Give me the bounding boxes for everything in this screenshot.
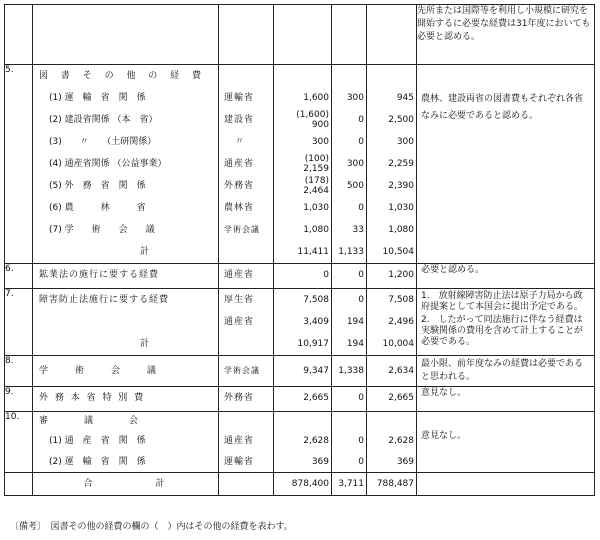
- section-row-9: [5, 387, 595, 412]
- section-note: 意見なし。: [421, 388, 467, 398]
- section-number: 8.: [5, 356, 33, 387]
- agency-name: 外務省: [224, 181, 255, 191]
- amount-b: 0: [358, 115, 364, 125]
- subtotal-b: 194: [346, 339, 364, 349]
- agency-name: 運輸省: [224, 457, 255, 467]
- agency-name: 厚生省: [224, 295, 255, 305]
- amount-a: 2,159: [303, 164, 329, 174]
- amount-a: 3,409: [303, 317, 329, 327]
- amount-c: 1,080: [388, 225, 414, 235]
- budget-document: [4, 4, 595, 496]
- agency-name: 通産省: [224, 436, 255, 446]
- amount-a: 1,030: [303, 203, 329, 213]
- section-number: 6.: [5, 264, 33, 289]
- section-title: 障害防止法施行に要する経費: [39, 295, 170, 305]
- amount-b: 0: [358, 457, 364, 467]
- note-column: [417, 65, 595, 264]
- amount-a-other: (1,600): [296, 110, 329, 120]
- section-title: 審 議 会: [39, 416, 139, 426]
- grand-total-label: 合 計: [83, 479, 168, 489]
- amount-b: 0: [358, 137, 364, 147]
- section-note: 必要と認める。: [421, 265, 485, 275]
- section-title: 学 術 会 議: [39, 366, 157, 376]
- section-title: 外 務 本 省 特 別 費: [39, 393, 146, 403]
- agency-name: 建設省: [224, 115, 255, 125]
- agency-name: 農林省: [224, 203, 255, 213]
- amount-c: 300: [396, 137, 414, 147]
- amount-a: 2,665: [303, 393, 329, 403]
- amount-b: 0: [358, 270, 364, 280]
- agency-name: 学術会議: [224, 366, 260, 375]
- amount-c: 2,628: [388, 436, 414, 446]
- amount-a: 1,600: [303, 93, 329, 103]
- amount-b: 300: [346, 93, 364, 103]
- section-number: 5.: [5, 65, 33, 264]
- amount-b: 0: [358, 295, 364, 305]
- amount-c-column: [367, 65, 417, 264]
- agency-name: 学術会議: [224, 225, 260, 234]
- item-label: (7) 学 術 会 議: [49, 225, 155, 235]
- section-note: 2. したがって同法施行に伴なう経費は実験関係の費用を含めて計上することが必要である。: [421, 315, 584, 347]
- amount-c: 1,030: [388, 203, 414, 213]
- agency-name: 通産省: [224, 317, 255, 327]
- amount-c: 2,259: [388, 159, 414, 169]
- amount-a-stack: [274, 109, 331, 131]
- amount-b: 500: [346, 181, 364, 191]
- subtotal-b: 1,133: [338, 247, 364, 257]
- amount-a-other: (178): [304, 176, 329, 186]
- header-note: 先所または国際等を利用し小規模に研究を開始するに必要な経費は31年度においても必要と認める。: [417, 5, 595, 65]
- amount-c: 7,508: [388, 295, 414, 305]
- grand-total-b: 3,711: [338, 479, 364, 489]
- section-note: 最小限、前年度なみの経費は必要であると思われる。: [421, 359, 584, 382]
- agency-name: 外務省: [224, 393, 255, 403]
- amount-a-column: [274, 65, 332, 264]
- amount-c: 2,665: [388, 393, 414, 403]
- amount-b: 33: [352, 225, 364, 235]
- amount-b-column: [332, 65, 367, 264]
- amount-c: 1,200: [388, 270, 414, 280]
- amount-c: 945: [396, 93, 414, 103]
- amount-a: 1,080: [303, 225, 329, 235]
- amount-a-other: (100): [304, 154, 329, 164]
- section-title: 図 書 そ の 他 の 経 費: [39, 71, 207, 81]
- amount-b: 0: [358, 203, 364, 213]
- section-note: 農林、建設両省の図書費もそれぞれ各省なみに必要であると認める。: [421, 94, 584, 121]
- agency-column: [219, 65, 274, 264]
- amount-c: 2,500: [388, 115, 414, 125]
- amount-a: 900: [311, 120, 329, 130]
- grand-total-a: 878,400: [291, 479, 329, 489]
- section-row-7: [5, 289, 595, 356]
- amount-a: 0: [323, 270, 329, 280]
- agency-name: 通産省: [224, 159, 255, 169]
- grand-total-c: 788,487: [376, 479, 414, 489]
- item-label: (4) 通産省関係 （公益事業）: [49, 159, 167, 169]
- budget-table: [4, 4, 595, 496]
- section-note: 1. 放射線障害防止法は原子力局から政府提案として本国会に提出予定である。: [421, 291, 584, 312]
- section-row-8: [5, 356, 595, 387]
- subtotal-c: 10,004: [382, 339, 414, 349]
- section-row-10: [5, 412, 595, 473]
- amount-a-stack: [274, 153, 331, 175]
- amount-c: 2,496: [388, 317, 414, 327]
- item-column: [33, 65, 219, 264]
- subtotal-c: 10,504: [382, 247, 414, 257]
- agency-name: 通産省: [224, 270, 255, 280]
- item-label: (1) 通 産 省 関 係: [49, 436, 146, 446]
- amount-a: 300: [311, 137, 329, 147]
- agency-name: 運輸省: [224, 93, 255, 103]
- amount-b: 300: [346, 159, 364, 169]
- section-title: 鉱業法の施行に要する経費: [39, 270, 160, 280]
- amount-a: 2,464: [303, 186, 329, 196]
- subtotal-label: 計: [139, 339, 151, 349]
- item-label: (1) 運 輸 省 関 係: [49, 93, 146, 103]
- amount-a: 7,508: [303, 295, 329, 305]
- item-label: (3) 〃 （土研関係）: [49, 137, 157, 147]
- amount-b: 1,338: [338, 366, 364, 376]
- amount-a: 2,628: [303, 436, 329, 446]
- amount-a: 369: [311, 457, 329, 467]
- item-label: (5) 外 務 省 関 係: [49, 181, 146, 191]
- header-row: [5, 5, 595, 65]
- section-number: 9.: [5, 387, 33, 412]
- item-label: (2) 運 輸 省 関 係: [49, 457, 146, 467]
- section-number: 10.: [5, 412, 33, 473]
- grand-total-row: [5, 473, 595, 496]
- section-row-6: [5, 264, 595, 289]
- amount-a-stack: [274, 175, 331, 197]
- subtotal-label: 計: [139, 247, 151, 257]
- footnote: 〔備考〕 図書その他の経費の欄の（ ）内はその他の経費を表わす。: [10, 522, 293, 532]
- amount-b: 194: [346, 317, 364, 327]
- amount-c: 2,390: [388, 181, 414, 191]
- subtotal-a: 11,411: [297, 247, 329, 257]
- item-label: (2) 建設省関係 （本 省）: [49, 115, 158, 125]
- amount-b: 0: [358, 393, 364, 403]
- amount-a: 9,347: [303, 366, 329, 376]
- amount-c: 369: [396, 457, 414, 467]
- section-note: 意見なし。: [421, 431, 467, 441]
- item-label: (6) 農 林 省: [49, 203, 146, 213]
- agency-name: 〃: [235, 137, 246, 147]
- subtotal-a: 10,917: [297, 339, 329, 349]
- section-row-5: [5, 65, 595, 264]
- amount-b: 0: [358, 436, 364, 446]
- amount-c: 2,634: [388, 366, 414, 376]
- section-number: 7.: [5, 289, 33, 356]
